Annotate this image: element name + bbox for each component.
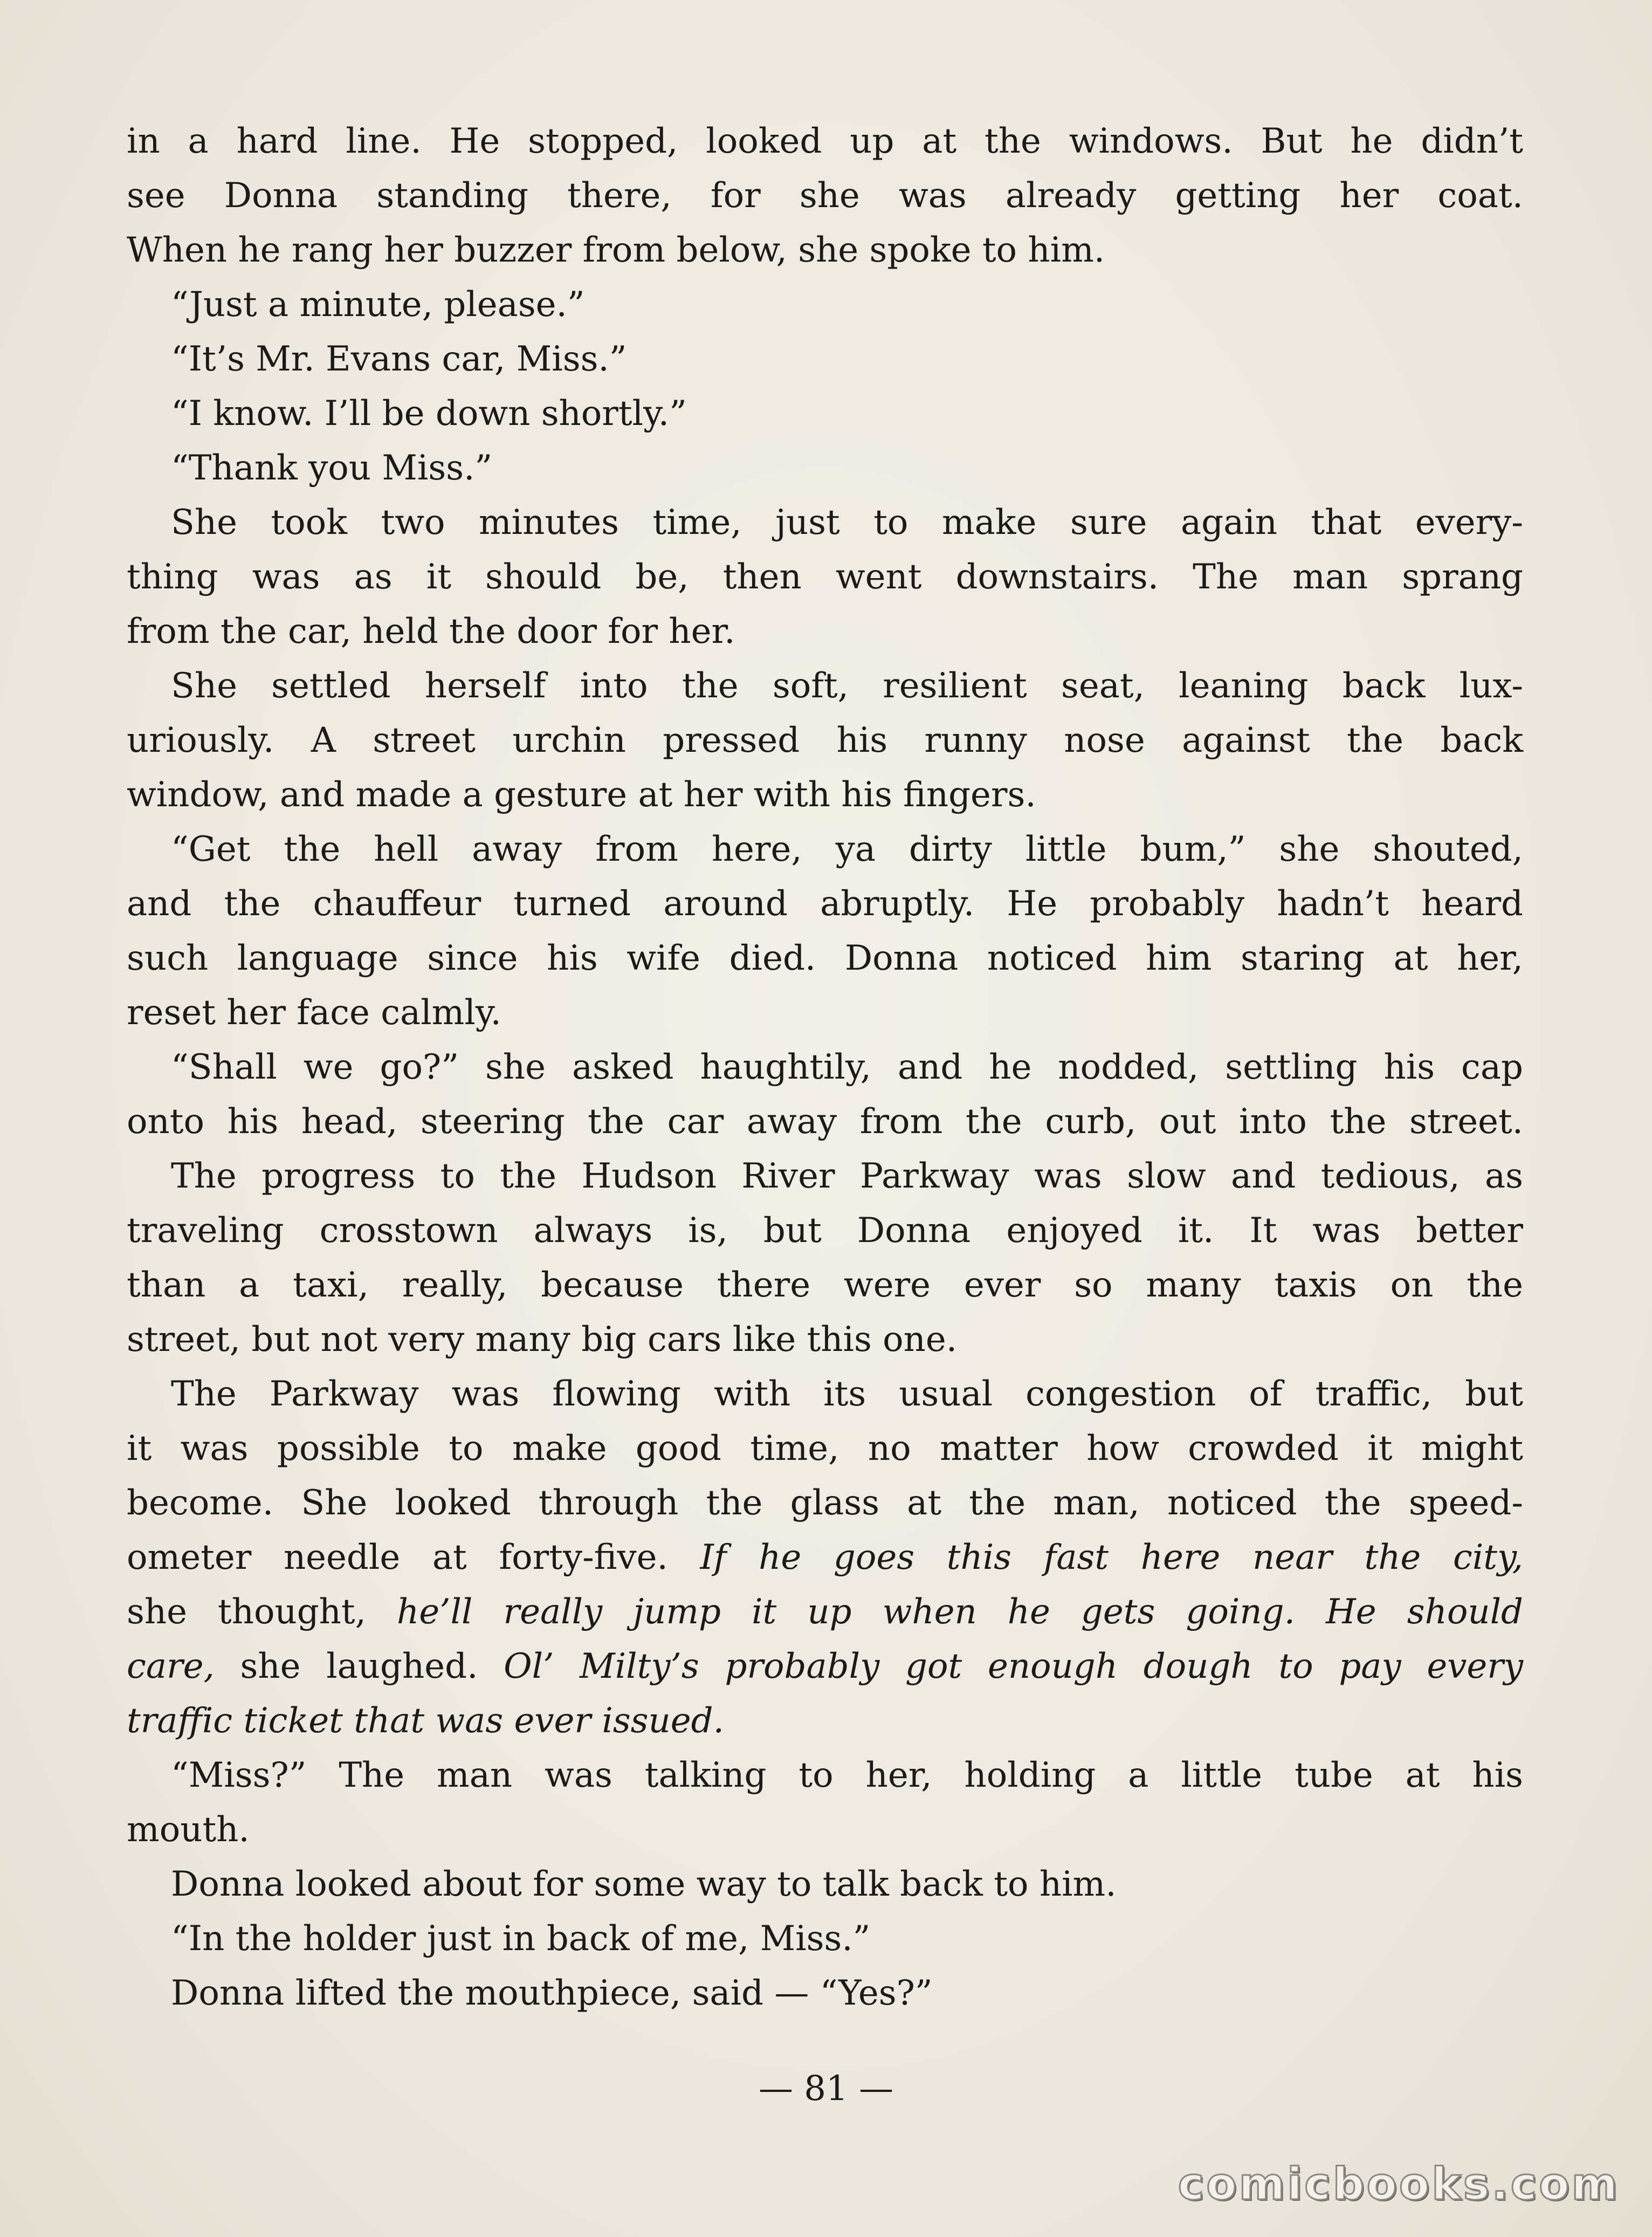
- italic-text: Ol’ Milty’s probably got enough dough to pay every: [504, 1646, 1524, 1686]
- text-line: [127, 986, 1523, 1040]
- text-line: [127, 441, 1523, 496]
- text-line: [127, 169, 1523, 223]
- text-line: [127, 1585, 1523, 1639]
- italic-text: care,: [127, 1646, 215, 1686]
- text-segment: “Miss?” The man was talking to her, holding a little tube at his: [171, 1755, 1523, 1795]
- text-segment: “In the holder just in back of me, Miss.”: [171, 1919, 871, 1959]
- text-line: [127, 550, 1523, 605]
- text-line: [127, 659, 1523, 713]
- text-segment: street, but not very many big cars like this one.: [127, 1320, 958, 1360]
- italic-text: traffic ticket that was ever issued.: [127, 1701, 724, 1741]
- text-segment: mouth.: [127, 1810, 250, 1850]
- text-line: [127, 605, 1523, 659]
- text-segment: than a taxi, really, because there were ever so many taxis on the: [127, 1265, 1523, 1305]
- text-segment: Donna lifted the mouthpiece, said — “Yes?”: [171, 1973, 933, 2013]
- text-segment: she laughed.: [214, 1646, 504, 1686]
- text-line: [127, 1422, 1523, 1476]
- text-segment: “Thank you Miss.”: [171, 448, 493, 488]
- text-segment: in a hard line. He stopped, looked up at the windows. But he didn’t: [127, 121, 1523, 161]
- text-line: [127, 1258, 1523, 1313]
- text-segment: She settled herself into the soft, resilient seat, leaning back lux-: [171, 666, 1523, 706]
- text-line: [127, 1966, 1523, 2021]
- text-segment: When he rang her buzzer from below, she spoke to him.: [127, 230, 1105, 270]
- text-segment: reset her face calmly.: [127, 993, 501, 1033]
- text-segment: “Shall we go?” she asked haughtily, and he nodded, settling his cap: [171, 1047, 1523, 1087]
- text-line: [127, 1912, 1523, 1966]
- text-segment: Donna looked about for some way to talk back to him.: [171, 1864, 1117, 1904]
- page-number: — 81 —: [758, 2069, 894, 2109]
- text-segment: she thought,: [127, 1592, 397, 1632]
- text-segment: see Donna standing there, for she was already getting her coat.: [127, 176, 1523, 216]
- text-segment: ometer needle at forty-five.: [127, 1538, 700, 1577]
- text-line: [127, 223, 1523, 278]
- text-line: [127, 1204, 1523, 1258]
- text-line: [127, 1694, 1523, 1748]
- text-line: [127, 1367, 1523, 1422]
- text-segment: “Get the hell away from here, ya dirty little bum,” she shouted,: [171, 829, 1523, 869]
- text-line: [127, 1040, 1523, 1095]
- text-line: [127, 278, 1523, 332]
- text-segment: thing was as it should be, then went downstairs. The man sprang: [127, 557, 1523, 597]
- text-segment: traveling crosstown always is, but Donna enjoyed it. It was better: [127, 1211, 1523, 1251]
- text-line: [127, 877, 1523, 931]
- text-line: [127, 1313, 1523, 1367]
- text-segment: from the car, held the door for her.: [127, 612, 735, 651]
- text-line: [127, 822, 1523, 877]
- text-segment: The progress to the Hudson River Parkway was slow and tedious, as: [171, 1156, 1523, 1196]
- text-segment: onto his head, steering the car away from the curb, out into the street.: [127, 1102, 1523, 1142]
- text-line: [127, 496, 1523, 550]
- body-text: [127, 114, 1523, 2021]
- text-segment: “Just a minute, please.”: [171, 285, 585, 325]
- text-line: [127, 114, 1523, 169]
- text-segment: such language since his wife died. Donna noticed him staring at her,: [127, 938, 1523, 978]
- text-segment: The Parkway was flowing with its usual congestion of traffic, but: [171, 1374, 1523, 1414]
- text-segment: become. She looked through the glass at the man, noticed the speed-: [127, 1483, 1523, 1523]
- text-line: [127, 1531, 1523, 1585]
- text-line: [127, 1803, 1523, 1857]
- text-line: [127, 332, 1523, 387]
- italic-text: he’ll really jump it up when he gets going. He should: [397, 1592, 1524, 1632]
- watermark-logo: comicbooks.com: [1178, 2159, 1620, 2210]
- italic-text: If he goes this fast here near the city,: [700, 1538, 1524, 1577]
- text-line: [127, 713, 1523, 768]
- text-line: [127, 1476, 1523, 1531]
- text-line: [127, 1149, 1523, 1204]
- text-segment: window, and made a gesture at her with his fingers.: [127, 775, 1036, 815]
- text-line: [127, 387, 1523, 441]
- text-line: [127, 931, 1523, 986]
- text-segment: uriously. A street urchin pressed his runny nose against the back: [127, 720, 1523, 760]
- text-line: [127, 1095, 1523, 1149]
- text-line: [127, 1748, 1523, 1803]
- text-segment: and the chauffeur turned around abruptly. He probably hadn’t heard: [127, 884, 1523, 924]
- text-segment: it was possible to make good time, no matter how crowded it might: [127, 1429, 1523, 1469]
- text-segment: “I know. I’ll be down shortly.”: [171, 394, 687, 434]
- text-segment: “It’s Mr. Evans car, Miss.”: [171, 339, 627, 379]
- text-line: [127, 1857, 1523, 1912]
- text-line: [127, 1639, 1523, 1694]
- text-line: [127, 768, 1523, 822]
- text-segment: She took two minutes time, just to make sure again that every-: [171, 503, 1523, 543]
